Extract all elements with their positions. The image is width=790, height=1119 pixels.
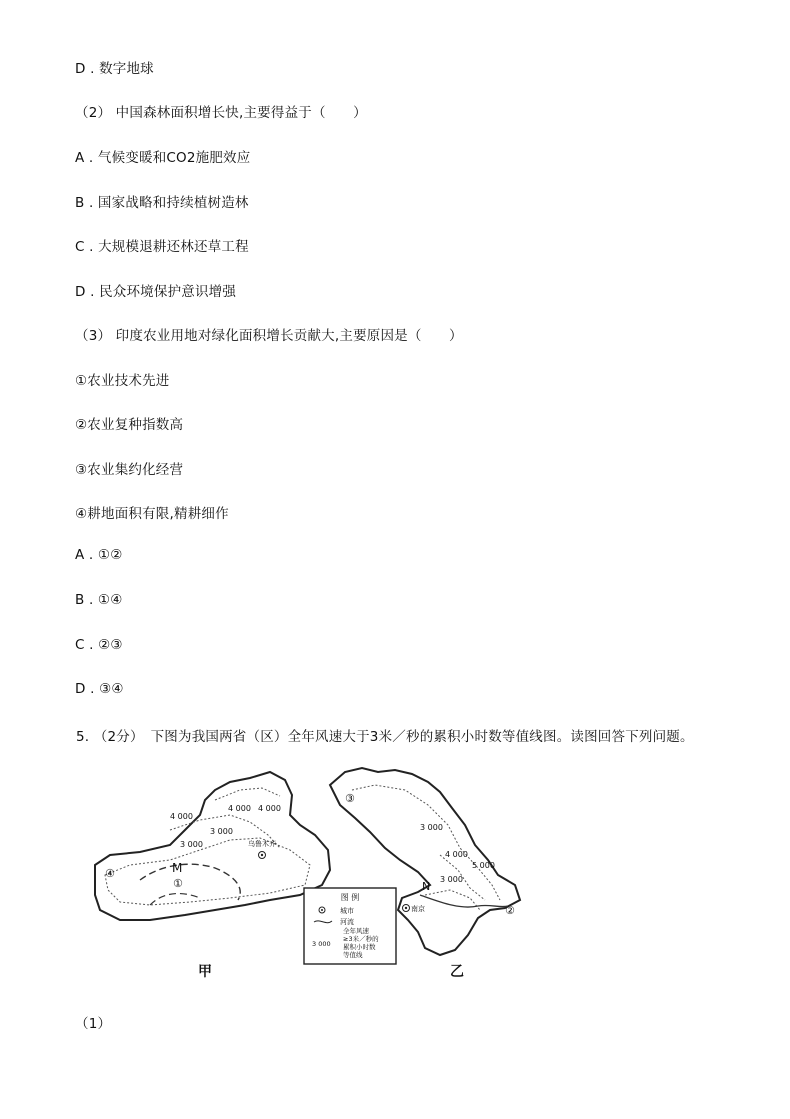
option-3a: A . ①② xyxy=(75,547,123,563)
marker-left-4: ④ xyxy=(105,867,115,880)
contour-label-right-4: 3 000 xyxy=(440,875,463,884)
region-label-left: 甲 xyxy=(198,964,212,980)
option-3c: C . ②③ xyxy=(75,637,123,653)
region-label-right: 乙 xyxy=(450,964,464,980)
subquestion-1: （1） xyxy=(75,1016,112,1032)
contour-label-left-4: 3 000 xyxy=(210,827,233,836)
point-n-label: N xyxy=(422,880,431,893)
option-2b: B . 国家战略和持续植树造林 xyxy=(75,195,249,211)
marker-right-2: ② xyxy=(505,904,515,917)
option-3b: B . ①④ xyxy=(75,592,123,608)
contour-label-left-5: 3 000 xyxy=(180,840,203,849)
statement-4: ④耕地面积有限,精耕细作 xyxy=(75,506,229,522)
option-2a: A . 气候变暖和CO2施肥效应 xyxy=(75,150,251,166)
legend-title: 图 例 xyxy=(340,893,360,902)
legend-isoline-desc-3: 累积小时数 xyxy=(343,943,376,951)
right-river xyxy=(420,895,508,907)
legend-isoline-sample: 3 000 xyxy=(312,940,331,948)
option-2d: D . 民众环境保护意识增强 xyxy=(75,284,237,300)
city-label-right: 南京 xyxy=(411,905,425,913)
contour-label-right-1: 3 000 xyxy=(420,823,443,832)
question-5-stem: 5. （2分） 下图为我国两省（区）全年风速大于3米／秒的累积小时数等值线图。读图回答下列问题。 xyxy=(76,729,694,745)
left-contour-outer xyxy=(105,838,310,905)
statement-2: ②农业复种指数高 xyxy=(75,417,184,433)
statement-3: ③农业集约化经营 xyxy=(75,462,184,478)
contour-label-right-2: 4 000 xyxy=(445,850,468,859)
city-label-left: 乌鲁木齐 xyxy=(248,840,276,848)
contour-label-left-2: 4 000 xyxy=(258,804,281,813)
legend-river-label: 河流 xyxy=(340,918,354,926)
contour-label-left-3: 4 000 xyxy=(170,812,193,821)
legend-isoline-desc-4: 等值线 xyxy=(343,951,363,959)
contour-label-right-3: 5 000 xyxy=(472,861,495,870)
legend-city-label: 城市 xyxy=(340,907,354,915)
option-2c: C . 大规模退耕还林还草工程 xyxy=(75,239,249,255)
option-3d: D . ③④ xyxy=(75,681,124,697)
wind-isoline-map xyxy=(0,760,790,990)
left-river xyxy=(140,864,240,900)
line-d-digital-earth: D . 数字地球 xyxy=(75,61,154,77)
question-3-stem: （3） 印度农业用地对绿化面积增长贡献大,主要原因是（ ） xyxy=(75,328,463,344)
left-region-outline xyxy=(95,772,330,920)
statement-1: ①农业技术先进 xyxy=(75,373,170,389)
left-contour-north xyxy=(215,788,280,800)
marker-right-3: ③ xyxy=(345,792,355,805)
point-m-label: M xyxy=(172,861,183,875)
question-2-stem: （2） 中国森林面积增长快,主要得益于（ ） xyxy=(75,105,367,121)
marker-left-1: ① xyxy=(173,877,183,890)
contour-label-left-1: 4 000 xyxy=(228,804,251,813)
legend-isoline-desc-2: ≥3米／秒的 xyxy=(343,935,379,943)
legend-isoline-desc-1: 全年风速 xyxy=(343,927,369,935)
